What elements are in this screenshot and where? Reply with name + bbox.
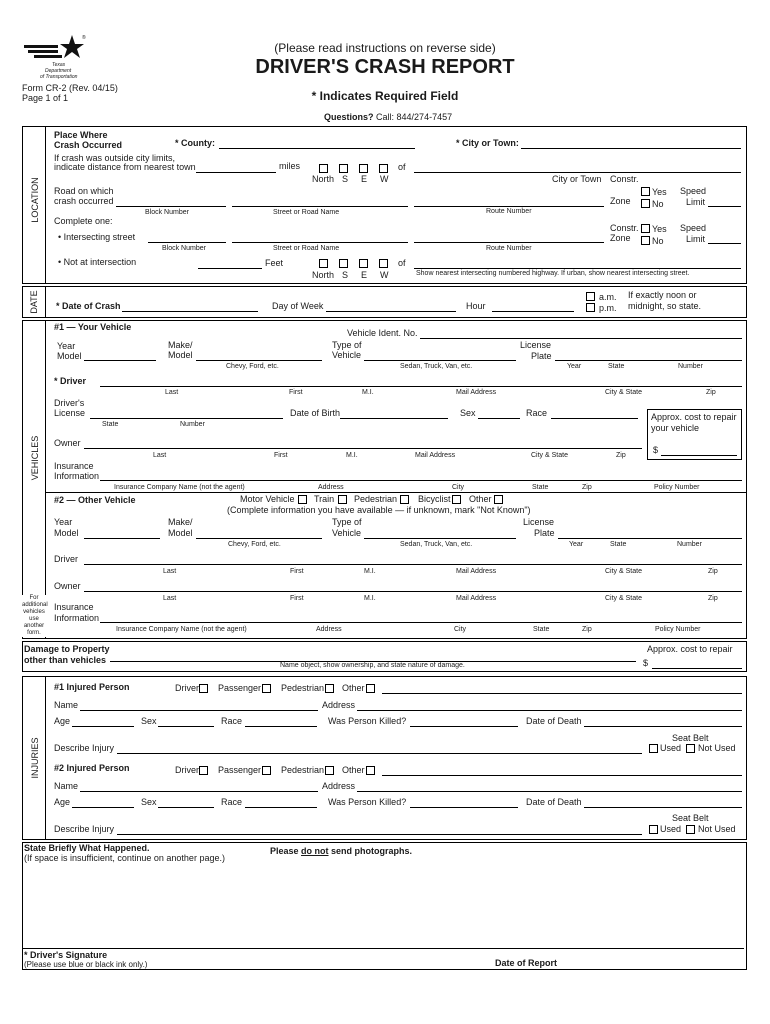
v1-driver-field[interactable] <box>100 386 742 387</box>
block-number-sublabel: Block Number <box>162 245 206 252</box>
v1-plate-field[interactable] <box>555 360 742 361</box>
zip-sublabel: Zip <box>706 389 716 396</box>
speed-label: Speed <box>680 223 707 233</box>
vehicle-label: Vehicle <box>332 528 362 538</box>
driver-label: Driver <box>175 683 199 693</box>
no-photos-note <box>270 847 412 856</box>
insurance-label: Insurance <box>54 461 94 471</box>
plate-label: Plate <box>534 528 555 538</box>
used-label: Used <box>660 824 682 834</box>
nearest-highway-note: Show nearest intersecting numbered highway. If urban, show nearest intersecting street. <box>416 270 690 277</box>
mi-sublabel: M.I. <box>364 568 376 575</box>
last-sublabel: Last <box>165 389 179 396</box>
block-number-sublabel: Block Number <box>145 209 189 216</box>
state-sublabel: State <box>608 363 625 370</box>
int-block-field[interactable] <box>148 242 226 243</box>
injured-person1-title: #1 Injured Person <box>54 682 130 692</box>
pedestrian-label: Pedestrian <box>354 494 398 504</box>
city-state-sublabel: City & State <box>605 568 642 575</box>
statement-note: (If space is insufficient, continue on another page.) <box>24 853 225 863</box>
state-sublabel: State <box>533 626 550 633</box>
questions-phone: Call: 844/274-7457 <box>376 112 453 122</box>
p2-driver-checkbox[interactable] <box>199 766 208 775</box>
city-town-sublabel: City or Town <box>552 174 602 184</box>
v1-race-field[interactable] <box>551 418 638 419</box>
date-of-crash-label: * Date of Crash <box>56 301 121 311</box>
owner-label: Owner <box>54 438 81 448</box>
damage-line1: Damage to Property <box>24 644 110 654</box>
city-town-field[interactable] <box>521 148 741 149</box>
additional-vehicles-note <box>22 595 46 637</box>
side-note-line: additional <box>22 602 48 608</box>
number-sublabel: Number <box>678 363 703 370</box>
of-label: of <box>398 258 406 268</box>
east-checkbox[interactable] <box>359 164 368 173</box>
side-note-line: vehicles <box>23 609 45 615</box>
p1-death-date-field[interactable] <box>584 726 742 727</box>
p2-age-field[interactable] <box>72 807 134 808</box>
mail-address-sublabel: Mail Address <box>456 389 497 396</box>
number-sublabel: Number <box>677 541 702 548</box>
p2-race-field[interactable] <box>245 807 317 808</box>
p2-pedestrian-checkbox[interactable] <box>325 766 334 775</box>
insurance-label: Insurance <box>54 602 94 612</box>
noon-note-line1: If exactly noon or <box>628 290 697 300</box>
make-model-label: Model <box>168 350 193 360</box>
signature-label: * Driver's Signature <box>24 950 108 960</box>
registered-mark: ® <box>82 35 86 41</box>
vin-field[interactable] <box>420 338 742 339</box>
mi-sublabel: M.I. <box>364 595 376 602</box>
first-sublabel: First <box>290 568 304 575</box>
city-state-sublabel: City & State <box>531 452 568 459</box>
agency-line2: Department <box>45 68 72 74</box>
hour-label: Hour <box>466 301 486 311</box>
sedan-sublabel: Sedan, Truck, Van, etc. <box>400 363 473 370</box>
int-street-field[interactable] <box>232 242 408 243</box>
p1-injury-field[interactable] <box>117 753 642 754</box>
yes-label: Yes <box>652 187 667 197</box>
zip-sublabel: Zip <box>708 568 718 575</box>
train-label: Train <box>314 494 335 504</box>
int-route-field[interactable] <box>414 242 604 243</box>
page-number: Page 1 of 1 <box>22 93 69 103</box>
not-at-intersection-label: • Not at intersection <box>58 257 137 267</box>
city-sublabel: City <box>452 484 465 491</box>
make-label: Make/ <box>168 340 193 350</box>
int-speed-limit-field[interactable] <box>708 243 741 244</box>
injuries-label: INJURIES <box>30 737 40 779</box>
year-label: Year <box>54 517 73 527</box>
statement-title: State Briefly What Happened. <box>24 843 150 853</box>
insurance-co-sublabel: Insurance Company Name (not the agent) <box>116 626 247 633</box>
constr-no-checkbox[interactable] <box>641 199 650 208</box>
nearest-town-field[interactable] <box>414 172 741 173</box>
driver-label: Driver <box>54 554 78 564</box>
insurance-co-sublabel: Insurance Company Name (not the agent) <box>114 484 245 491</box>
motor-vehicle-checkbox[interactable] <box>298 495 307 504</box>
day-of-week-label: Day of Week <box>272 301 324 311</box>
v1-sex-field[interactable] <box>478 418 520 419</box>
name-label: Name <box>54 700 79 710</box>
west-checkbox[interactable] <box>379 164 388 173</box>
killed-label: Was Person Killed? <box>328 716 407 726</box>
date-of-report-label: Date of Report <box>495 958 558 968</box>
state-sublabel: State <box>532 484 549 491</box>
zip-sublabel: Zip <box>708 595 718 602</box>
route-number-sublabel: Route Number <box>486 245 532 252</box>
information-label: Information <box>54 613 100 623</box>
s-label: S <box>342 174 349 184</box>
damage-line2: other than vehicles <box>24 655 107 665</box>
other-label: Other <box>469 494 492 504</box>
p1-used-checkbox[interactable] <box>649 744 658 753</box>
p2-other-checkbox[interactable] <box>366 766 375 775</box>
repair-line1: Approx. cost to repair <box>651 412 737 422</box>
v1-type-field[interactable] <box>364 360 516 361</box>
train-checkbox[interactable] <box>338 495 347 504</box>
first-sublabel: First <box>274 452 288 459</box>
speed-limit-field[interactable] <box>708 206 741 207</box>
damage-note: Name object, show ownership, and state nature of damage. <box>280 662 465 669</box>
no-label: No <box>652 236 664 246</box>
city-state-sublabel: City & State <box>605 595 642 602</box>
v1-year-field[interactable] <box>84 360 156 361</box>
owner-label: Owner <box>54 581 81 591</box>
address-sublabel: Address <box>318 484 344 491</box>
south-checkbox[interactable] <box>339 164 348 173</box>
nai-west-checkbox[interactable] <box>379 259 388 268</box>
p1-sex-field[interactable] <box>158 726 214 727</box>
mi-sublabel: M.I. <box>362 389 374 396</box>
bicyclist-checkbox[interactable] <box>452 495 461 504</box>
side-note-line: form. <box>27 630 41 636</box>
date-of-crash-field[interactable] <box>122 311 258 312</box>
dollar-sign: $ <box>653 445 659 455</box>
mi-sublabel: M.I. <box>346 452 358 459</box>
north-label: North <box>312 270 335 280</box>
agency-line1: Texas <box>52 62 66 68</box>
age-label: Age <box>54 716 71 726</box>
type-of-label: Type of <box>332 340 362 350</box>
p2-not-used-checkbox[interactable] <box>686 825 695 834</box>
address-sublabel: Address <box>316 626 342 633</box>
last-sublabel: Last <box>163 595 177 602</box>
crash-occurred-label: Crash Occurred <box>54 140 123 150</box>
last-sublabel: Last <box>153 452 167 459</box>
driver-label: * Driver <box>54 376 87 386</box>
seat-belt-label: Seat Belt <box>672 733 709 743</box>
outside-city-line2: indicate distance from nearest town <box>54 162 196 172</box>
other-label: Other <box>342 765 365 775</box>
instructions-note: (Please read instructions on reverse side) <box>274 41 496 55</box>
limit-label: Limit <box>686 197 706 207</box>
other-label: Other <box>342 683 365 693</box>
v1-repair-cost-field[interactable] <box>661 455 737 456</box>
hour-field[interactable] <box>492 311 574 312</box>
p2-used-checkbox[interactable] <box>649 825 658 834</box>
ink-note: (Please use blue or black ink only.) <box>24 960 148 969</box>
int-constr-yes-checkbox[interactable] <box>641 224 650 233</box>
zone-label: Zone <box>610 196 631 206</box>
damage-cost-field[interactable] <box>652 668 742 669</box>
am-checkbox[interactable] <box>586 292 595 301</box>
drivers-label: Driver's <box>54 398 85 408</box>
w-label: W <box>380 270 389 280</box>
bicyclist-label: Bicyclist <box>418 494 451 504</box>
first-sublabel: First <box>289 389 303 396</box>
p2-address-field[interactable] <box>357 791 742 792</box>
pedestrian-label: Pedestrian <box>281 765 325 775</box>
vehicles-label: VEHICLES <box>30 435 40 481</box>
signature-field[interactable] <box>140 951 480 968</box>
side-note-line: another <box>23 623 45 629</box>
v1-dob-field[interactable] <box>340 418 448 419</box>
pm-label: p.m. <box>599 303 617 313</box>
s-label: S <box>342 270 349 280</box>
p1-pedestrian-checkbox[interactable] <box>325 684 334 693</box>
model-label: Model <box>57 351 82 361</box>
year-sublabel: Year <box>567 363 582 370</box>
p1-killed-field[interactable] <box>410 726 518 727</box>
pm-checkbox[interactable] <box>586 303 595 312</box>
e-label: E <box>361 174 368 184</box>
p2-sex-field[interactable] <box>158 807 214 808</box>
p2-name-field[interactable] <box>80 791 318 792</box>
p2-injury-field[interactable] <box>117 834 642 835</box>
city-sublabel: City <box>454 626 467 633</box>
state-sublabel: State <box>102 421 119 428</box>
vehicle2-title: #2 — Other Vehicle <box>54 495 136 505</box>
plate-label: Plate <box>531 351 552 361</box>
constr-yes-checkbox[interactable] <box>641 187 650 196</box>
mail-address-sublabel: Mail Address <box>456 595 497 602</box>
complete-one-label: Complete one: <box>54 216 113 226</box>
v1-insurance-field[interactable] <box>100 480 742 481</box>
miles-field[interactable] <box>196 172 276 173</box>
location-label: LOCATION <box>30 177 40 223</box>
repair-line2: your vehicle <box>651 423 700 433</box>
p1-passenger-checkbox[interactable] <box>262 684 271 693</box>
road-block-field[interactable] <box>116 206 226 207</box>
zone-label: Zone <box>610 233 631 243</box>
w-label: W <box>380 174 389 184</box>
v2-insurance-field[interactable] <box>100 622 742 623</box>
p1-address-field[interactable] <box>357 710 742 711</box>
p1-other-checkbox[interactable] <box>366 684 375 693</box>
date-of-death-label: Date of Death <box>526 797 582 807</box>
sedan-sublabel: Sedan, Truck, Van, etc. <box>400 541 473 548</box>
nearest-highway-field[interactable] <box>414 268 741 269</box>
injuries-section <box>22 676 747 840</box>
state-sublabel: State <box>610 541 627 548</box>
year-label: Year <box>57 341 76 351</box>
nai-north-checkbox[interactable] <box>319 259 328 268</box>
county-field[interactable] <box>219 148 415 149</box>
v2-plate-field[interactable] <box>558 538 742 539</box>
chevy-sublabel: Chevy, Ford, etc. <box>226 363 279 370</box>
form-id: Form CR-2 (Rev. 04/15) <box>22 83 118 93</box>
v2-driver-field[interactable] <box>84 564 742 565</box>
license2-label: License <box>54 408 86 418</box>
vehicle-label: Vehicle <box>332 350 362 360</box>
information-label: Information <box>54 471 100 481</box>
p2-passenger-checkbox[interactable] <box>262 766 271 775</box>
type-of-label: Type of <box>332 517 362 527</box>
noon-note-line2: midnight, so state. <box>628 301 702 311</box>
number-sublabel: Number <box>180 421 205 428</box>
p1-not-used-checkbox[interactable] <box>686 744 695 753</box>
day-of-week-field[interactable] <box>326 311 456 312</box>
int-constr-no-checkbox[interactable] <box>641 236 650 245</box>
vin-label: Vehicle Ident. No. <box>347 328 418 338</box>
vehicle1-title: #1 — Your Vehicle <box>54 322 132 332</box>
v1-license-field[interactable] <box>90 418 283 419</box>
no-label: No <box>652 199 664 209</box>
year-sublabel: Year <box>569 541 584 548</box>
injured-person2-title: #2 Injured Person <box>54 763 130 773</box>
license-label: License <box>523 517 555 527</box>
mail-address-sublabel: Mail Address <box>415 452 456 459</box>
v2-make-field[interactable] <box>196 538 322 539</box>
make-label: Make/ <box>168 517 193 527</box>
feet-field[interactable] <box>198 268 262 269</box>
p1-other-field[interactable] <box>382 693 742 694</box>
used-label: Used <box>660 743 682 753</box>
pedestrian-checkbox[interactable] <box>400 495 409 504</box>
sex-label: Sex <box>141 716 157 726</box>
race-label: Race <box>221 716 243 726</box>
chevy-sublabel: Chevy, Ford, etc. <box>228 541 281 548</box>
city-town-label: * City or Town: <box>456 138 519 148</box>
motor-vehicle-label: Motor Vehicle <box>240 494 295 504</box>
v2-type-field[interactable] <box>364 538 516 539</box>
required-note: * Indicates Required Field <box>311 89 459 103</box>
v2-year-field[interactable] <box>84 538 160 539</box>
passenger-label: Passenger <box>218 765 262 775</box>
photos-do-not: do not <box>301 846 329 856</box>
am-label: a.m. <box>599 292 617 302</box>
road-route-field[interactable] <box>414 206 604 207</box>
driver-label: Driver <box>175 765 199 775</box>
route-number-sublabel: Route Number <box>486 208 532 215</box>
killed-label: Was Person Killed? <box>328 797 407 807</box>
crash-occurred2-label: crash occurred <box>54 196 114 206</box>
agency-line3: of Transportation <box>40 74 78 80</box>
p1-age-field[interactable] <box>72 726 134 727</box>
statement-text-area[interactable] <box>24 866 742 946</box>
outside-city-line1: If crash was outside city limits, <box>54 153 176 163</box>
constr-label: Constr. <box>610 174 639 184</box>
make-model-label: Model <box>168 528 193 538</box>
dob-label: Date of Birth <box>290 408 341 418</box>
name-label: Name <box>54 781 79 791</box>
not-used-label: Not Used <box>698 824 736 834</box>
p1-race-field[interactable] <box>245 726 317 727</box>
of-label: of <box>398 162 406 172</box>
policy-sublabel: Policy Number <box>655 626 701 633</box>
nai-east-checkbox[interactable] <box>359 259 368 268</box>
v1-owner-field[interactable] <box>84 448 642 449</box>
mail-address-sublabel: Mail Address <box>456 568 497 575</box>
e-label: E <box>361 270 368 280</box>
constr-label: Constr. <box>610 223 639 233</box>
nai-south-checkbox[interactable] <box>339 259 348 268</box>
policy-sublabel: Policy Number <box>654 484 700 491</box>
p2-other-field[interactable] <box>382 775 742 776</box>
address-label: Address <box>322 700 356 710</box>
north-checkbox[interactable] <box>319 164 328 173</box>
street-name-sublabel: Street or Road Name <box>273 209 340 216</box>
street-name-sublabel: Street or Road Name <box>273 245 340 252</box>
model-label: Model <box>54 528 79 538</box>
page-title: DRIVER'S CRASH REPORT <box>255 56 515 78</box>
race-label: Race <box>221 797 243 807</box>
complete-info-note: (Complete information you have available — if unknown, mark "Not Known") <box>227 505 531 515</box>
age-label: Age <box>54 797 71 807</box>
first-sublabel: First <box>290 595 304 602</box>
speed-label: Speed <box>680 186 707 196</box>
v2-owner-field[interactable] <box>84 591 742 592</box>
questions-label: Questions? <box>324 112 374 122</box>
county-label: * County: <box>175 138 215 148</box>
last-sublabel: Last <box>163 568 177 575</box>
license-label: License <box>520 340 552 350</box>
photos-post: send photographs. <box>328 846 413 856</box>
zip-sublabel: Zip <box>582 626 592 633</box>
other-checkbox[interactable] <box>494 495 503 504</box>
race-label: Race <box>526 408 548 418</box>
north-label: North <box>312 174 335 184</box>
address-label: Address <box>322 781 356 791</box>
passenger-label: Passenger <box>218 683 262 693</box>
not-used-label: Not Used <box>698 743 736 753</box>
p2-death-date-field[interactable] <box>584 807 742 808</box>
yes-label: Yes <box>652 224 667 234</box>
place-where-label: Place Where <box>54 130 108 140</box>
describe-injury-label: Describe Injury <box>54 824 115 834</box>
pedestrian-label: Pedestrian <box>281 683 325 693</box>
v1-make-field[interactable] <box>196 360 322 361</box>
p1-driver-checkbox[interactable] <box>199 684 208 693</box>
dollar-sign: $ <box>643 658 649 668</box>
p2-killed-field[interactable] <box>410 807 518 808</box>
road-on-which-label: Road on which <box>54 186 114 196</box>
describe-injury-label: Describe Injury <box>54 743 115 753</box>
damage-approx-label: Approx. cost to repair <box>647 644 733 654</box>
date-of-death-label: Date of Death <box>526 716 582 726</box>
date-label: DATE <box>29 290 39 314</box>
miles-label: miles <box>279 161 301 171</box>
intersecting-label: • Intersecting street <box>58 232 136 242</box>
city-state-sublabel: City & State <box>605 389 642 396</box>
limit-label: Limit <box>686 234 706 244</box>
zip-sublabel: Zip <box>582 484 592 491</box>
seat-belt-label: Seat Belt <box>672 813 709 823</box>
sex-label: Sex <box>141 797 157 807</box>
feet-label: Feet <box>265 258 284 268</box>
sex-label: Sex <box>460 408 476 418</box>
zip-sublabel: Zip <box>616 452 626 459</box>
p1-name-field[interactable] <box>80 710 318 711</box>
side-note-line: use <box>29 616 39 622</box>
road-street-field[interactable] <box>232 206 408 207</box>
side-note-line: For <box>29 595 39 601</box>
photos-pre: Please <box>270 846 302 856</box>
